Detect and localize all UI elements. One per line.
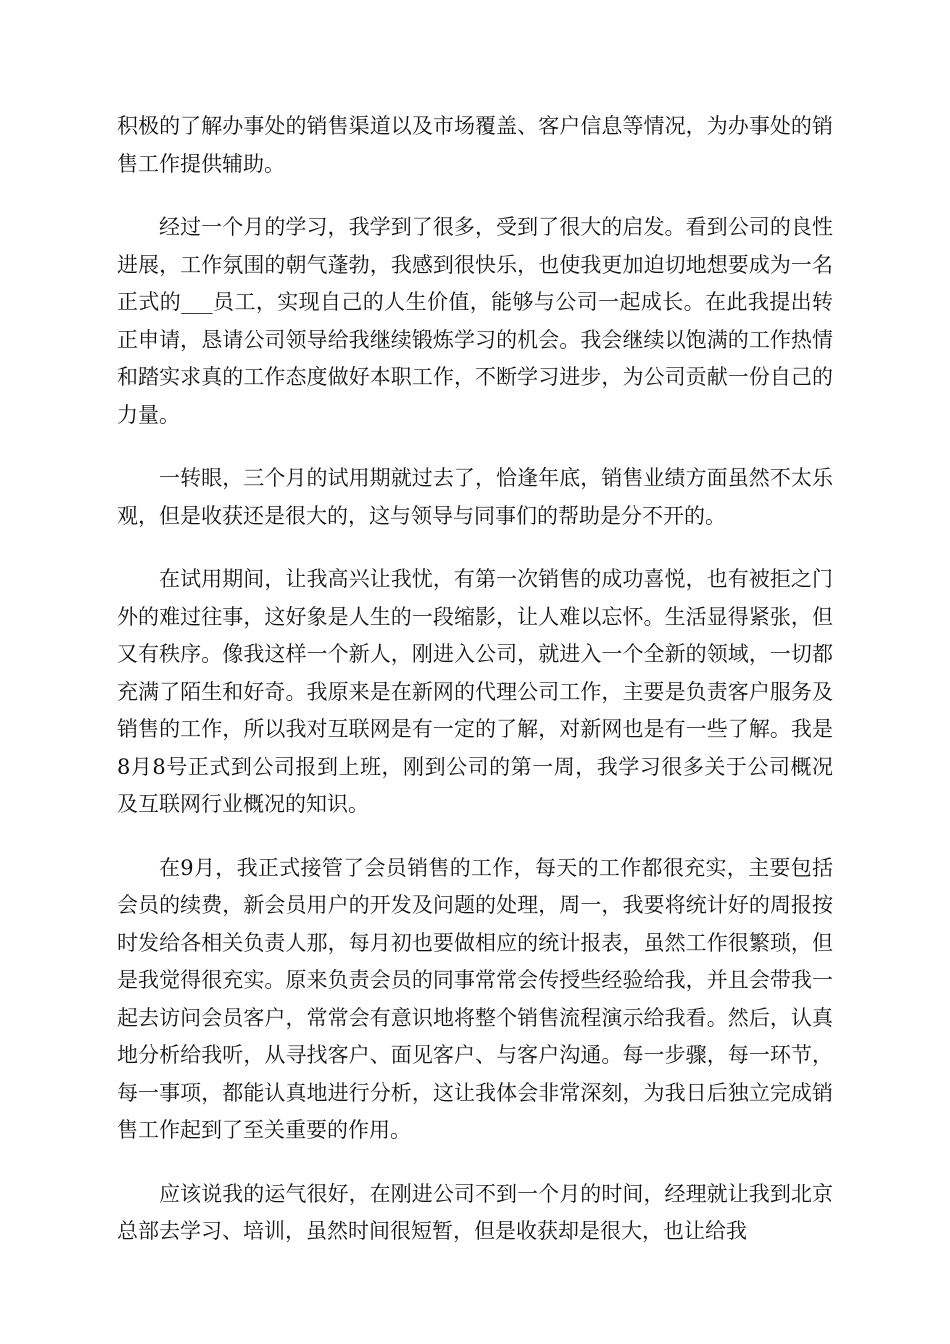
paragraph: 在9月，我正式接管了会员销售的工作，每天的工作都很充实，主要包括会员的续费，新会员用户的开发及问题的处理，周一，我要将统计好的周报按时发给各相关负责人那，每月初也要做相应的统计报表，虽然工作很繁琐，但是我觉得很充实。原来负责会员的同事常常会传授些经验给我，并且会带我一起去访问会员客户，常常会有意识地将整个销售流程演示给我看。然后，认真地分析给我听，从寻找客户、面见客户、与客户沟通。每一步骤，每一环节，每一事项，都能认真地进行分析，这让我体会非常深刻，为我日后独立完成销售工作起到了至关重要的作用。 <box>117 855 833 1142</box>
paragraph: 经过一个月的学习，我学到了很多，受到了很大的启发。看到公司的良性进展，工作氛围的朝气蓬勃，我感到很快乐，也使我更加迫切地想要成为一名正式的___员工，实现自己的人生价值，能够与公司一起成长。在此我提出转正申请，恳请公司领导给我继续锻炼学习的机会。我会继续以饱满的工作热情和踏实求真的工作态度做好本职工作，不断学习进步，为公司贡献一份自己的力量。 <box>117 215 833 427</box>
paragraph: 一转眼，三个月的试用期就过去了，恰逢年底，销售业绩方面虽然不太乐观，但是收获还是很大的，这与领导与同事们的帮助是分不开的。 <box>117 466 833 528</box>
paragraph: 在试用期间，让我高兴让我忧，有第一次销售的成功喜悦，也有被拒之门外的难过往事，这好象是人生的一段缩影，让人难以忘怀。生活显得紧张，但又有秩序。像我这样一个新人，刚进入公司，就进入一个全新的领域，一切都充满了陌生和好奇。我原来是在新网的代理公司工作，主要是负责客户服务及销售的工作，所以我对互联网是有一定的了解，对新网也是有一些了解。我是8月8号正式到公司报到上班，刚到公司的第一周，我学习很多关于公司概况及互联网行业概况的知识。 <box>117 567 833 816</box>
paragraph: 积极的了解办事处的销售渠道以及市场覆盖、客户信息等情况，为办事处的销售工作提供辅助。 <box>117 114 833 176</box>
document-body <box>117 108 833 1277</box>
paragraph: 应该说我的运气很好，在刚进公司不到一个月的时间，经理就让我到北京总部去学习、培训，虽然时间很短暂，但是收获却是很大，也让给我 <box>117 1181 833 1243</box>
